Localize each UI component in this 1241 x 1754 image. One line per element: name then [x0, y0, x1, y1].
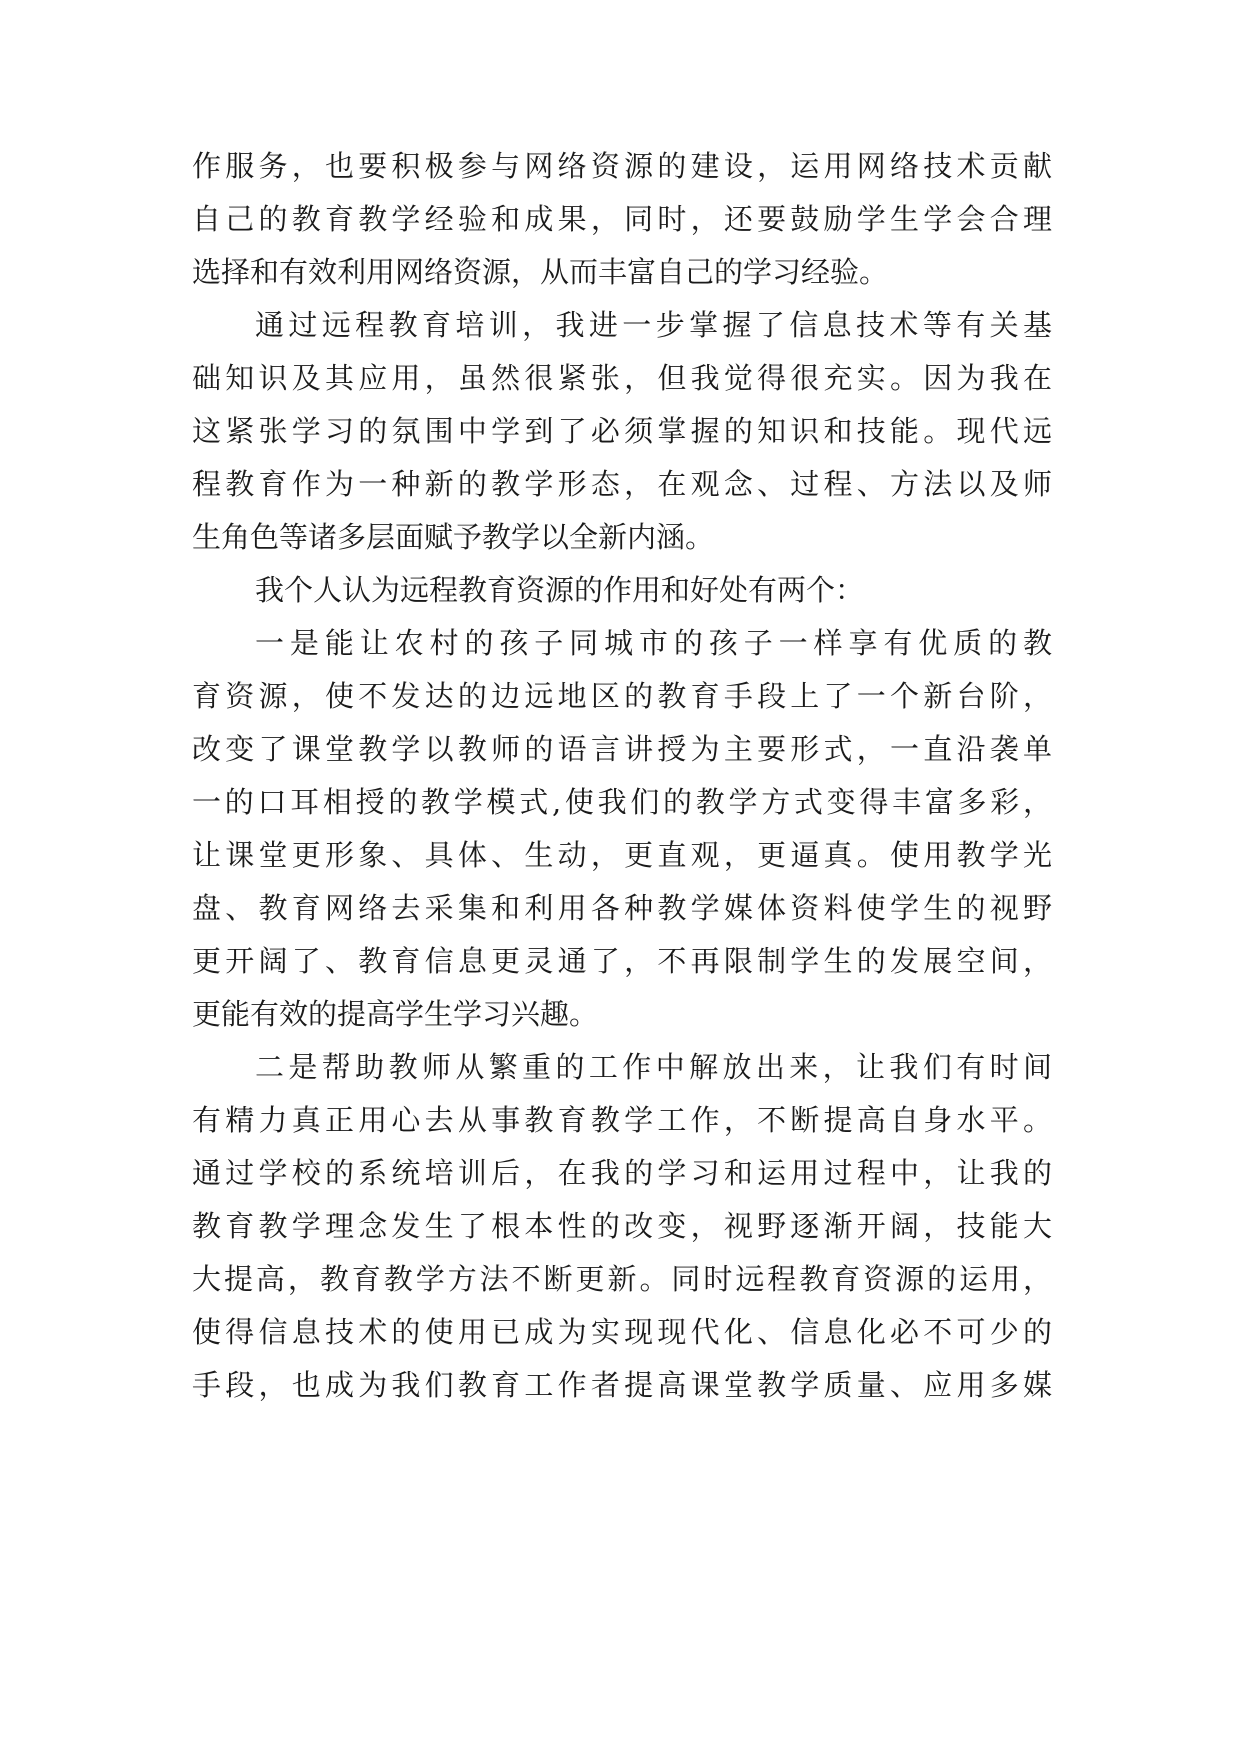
text-line: 教育教学理念发生了根本性的改变，视野逐渐开阔，技能大 [192, 1209, 1052, 1243]
text-line: 一是能让农村的孩子同城市的孩子一样享有优质的教 [255, 626, 1052, 660]
text-line: 二是帮助教师从繁重的工作中解放出来，让我们有时间 [255, 1050, 1052, 1084]
text-line: 础知识及其应用，虽然很紧张，但我觉得很充实。因为我在 [192, 361, 1052, 395]
text-line: 选择和有效利用网络资源，从而丰富自己的学习经验。 [192, 255, 889, 289]
text-line: 自己的教育教学经验和成果，同时，还要鼓励学生学会合理 [192, 202, 1052, 236]
text-line: 程教育作为一种新的教学形态，在观念、过程、方法以及师 [192, 467, 1052, 501]
text-line: 使得信息技术的使用已成为实现现代化、信息化必不可少的 [192, 1315, 1052, 1349]
text-line: 通过学校的系统培训后，在我的学习和运用过程中，让我的 [192, 1156, 1052, 1190]
text-line: 有精力真正用心去从事教育教学工作，不断提高自身水平。 [192, 1103, 1052, 1137]
text-line: 通过远程教育培训，我进一步掌握了信息技术等有关基 [255, 308, 1052, 342]
text-line: 一的口耳相授的教学模式,使我们的教学方式变得丰富多彩， [192, 785, 1052, 819]
text-line: 更能有效的提高学生学习兴趣。 [192, 997, 599, 1031]
text-line: 大提高，教育教学方法不断更新。同时远程教育资源的运用， [192, 1262, 1052, 1296]
text-line: 作服务，也要积极参与网络资源的建设，运用网络技术贡献 [192, 149, 1052, 183]
text-line: 这紧张学习的氛围中学到了必须掌握的知识和技能。现代远 [192, 414, 1052, 448]
text-line: 让课堂更形象、具体、生动，更直观，更逼真。使用教学光 [192, 838, 1052, 872]
text-line: 手段，也成为我们教育工作者提高课堂教学质量、应用多媒 [192, 1368, 1052, 1402]
text-line: 改变了课堂教学以教师的语言讲授为主要形式，一直沿袭单 [192, 732, 1052, 766]
text-line: 生角色等诸多层面赋予教学以全新内涵。 [192, 520, 715, 554]
text-line: 我个人认为远程教育资源的作用和好处有两个： [255, 573, 865, 607]
text-line: 更开阔了、教育信息更灵通了，不再限制学生的发展空间， [192, 944, 1052, 978]
text-line: 盘、教育网络去采集和利用各种教学媒体资料使学生的视野 [192, 891, 1052, 925]
text-line: 育资源，使不发达的边远地区的教育手段上了一个新台阶， [192, 679, 1052, 713]
